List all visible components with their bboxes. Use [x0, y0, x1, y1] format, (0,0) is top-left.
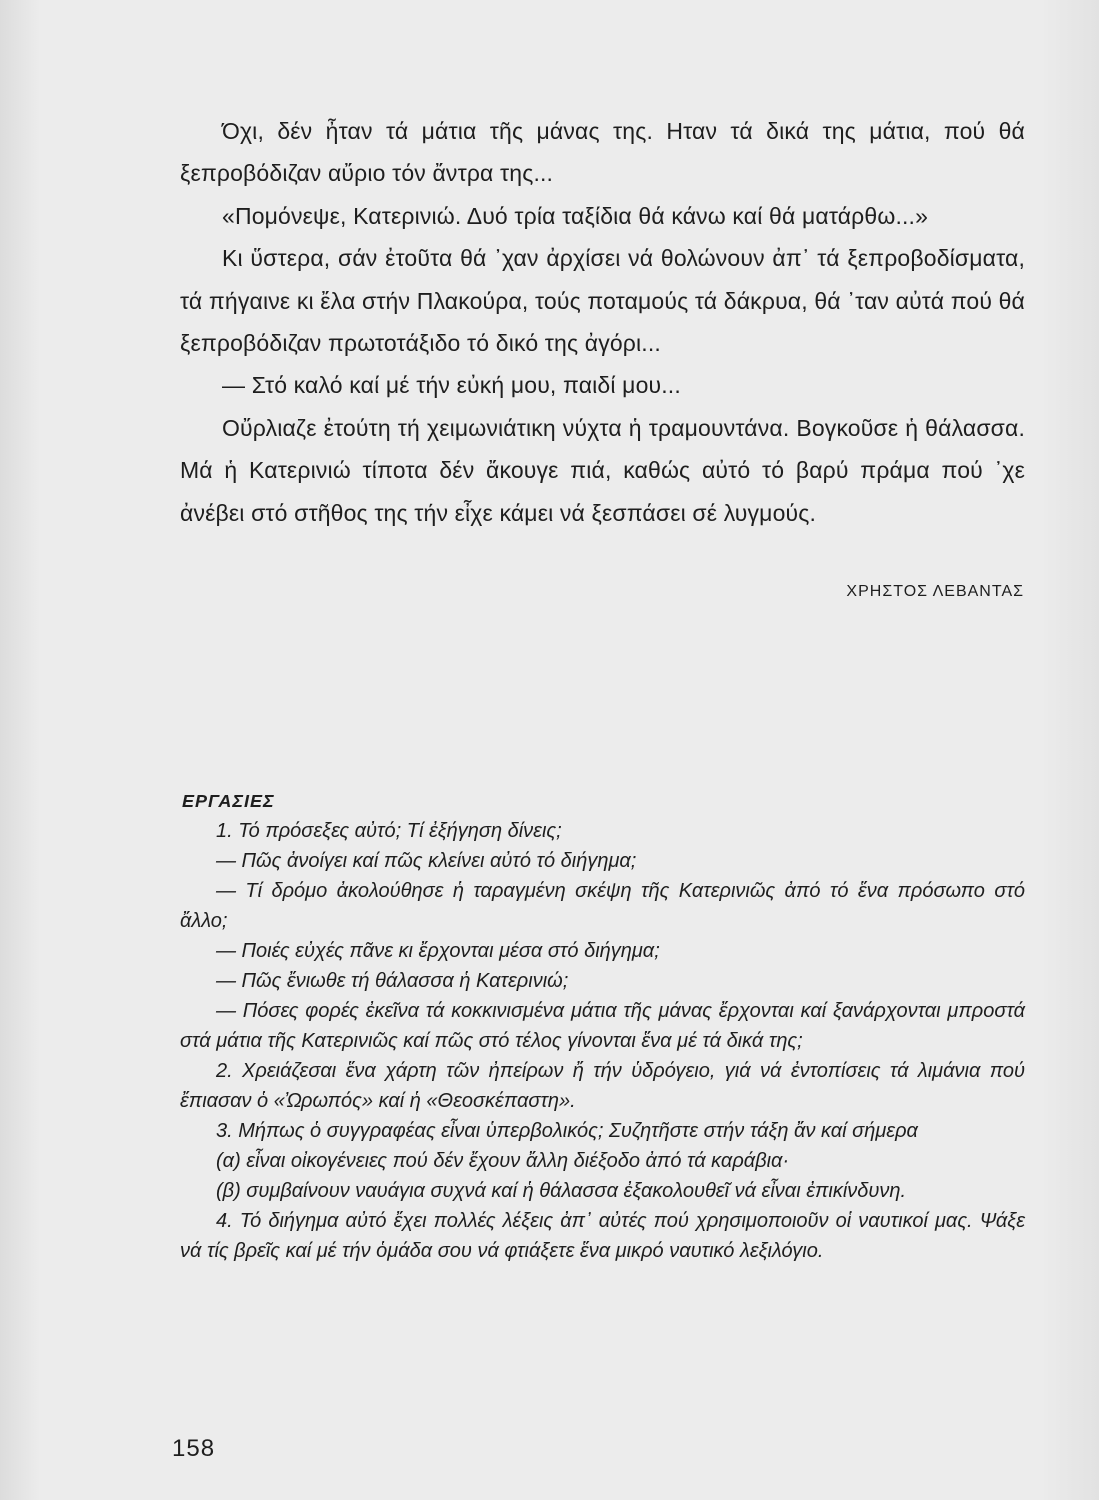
story-paragraph: Οὔρλιαζε ἐτούτη τή χειμωνιάτικη νύχτα ἡ τραμουντάνα. Βογκοῦσε ἡ θάλασσα. Μά ἡ Κατερινιώ τίποτα δέν ἄκουγε πιά, καθώς αὐτό τό βαρύ πράμα πού ᾽χε ἀνέβει στό στῆθος της τήν εἶχε κάμει νά ξεσπάσει σέ λυγμούς.: [180, 414, 1025, 526]
story-text: [180, 110, 1025, 534]
story-paragraph: Κι ὕστερα, σάν ἐτοῦτα θά ᾽χαν ἀρχίσει νά θολώνουν ἀπ᾽ τά ξεπροβοδίσματα, τά πήγαινε κι ἔλα στήν Πλακούρα, τούς ποταμούς τά δάκρυα, θά ᾽ταν αὐτά πού θά ξεπροβόδιζαν πρωτοτάξιδο τό δικό της ἀγόρι...: [180, 245, 1025, 357]
exercises-heading: ΕΡΓΑΣΙΕΣ: [182, 791, 275, 811]
story-paragraph: «Πομόνεψε, Κατερινιώ. Δυό τρία ταξίδια θά κάνω καί θά ματάρθω...»: [222, 202, 929, 229]
exercise-item: — Τί δρόμο ἀκολούθησε ἡ ταραγμένη σκέψη τῆς Κατερινιῶς ἀπό τό ἕνα πρόσωπο στό ἄλλο;: [180, 880, 1025, 932]
exercises-section: [180, 786, 1025, 1266]
author-name: ΧΡΗΣΤΟΣ ΛΕΒΑΝΤΑΣ: [846, 583, 1024, 600]
exercise-item: — Ποιές εὐχές πᾶνε κι ἔρχονται μέσα στό διήγημα;: [216, 940, 660, 962]
exercise-item: 4. Τό διήγημα αὐτό ἔχει πολλές λέξεις ἀπ᾽ αὐτές πού χρησιμοποιοῦν οἱ ναυτικοί μας. Ψάξε νά τίς βρεῖς καί μέ τήν ὁμάδα σου νά φτιάξετε ἕνα μικρό ναυτικό λεξιλόγιο.: [180, 1210, 1025, 1262]
story-paragraph: — Στό καλό καί μέ τήν εὐκή μου, παιδί μου...: [222, 372, 681, 399]
exercise-item: 1. Τό πρόσεξες αὐτό; Τί ἐξήγηση δίνεις;: [216, 820, 562, 842]
exercise-item: (β) συμβαίνουν ναυάγια συχνά καί ἡ θάλασσα ἐξακολουθεῖ νά εἶναι ἐπικίνδυνη.: [216, 1180, 907, 1202]
exercise-item: — Πόσες φορές ἐκεῖνα τά κοκκινισμένα μάτια τῆς μάνας ἔρχονται καί ξανάρχονται μπροστά στά μάτια τῆς Κατερινιῶς καί πῶς στό τέλος γίνονται ἕνα μέ τά δικά της;: [180, 1000, 1025, 1052]
exercise-item: 3. Μήπως ὁ συγγραφέας εἶναι ὑπερβολικός; Συζητῆστε στήν τάξη ἄν καί σήμερα: [216, 1120, 918, 1142]
exercise-item: — Πῶς ἀνοίγει καί πῶς κλείνει αὐτό τό διήγημα;: [216, 850, 637, 872]
exercise-item: — Πῶς ἔνιωθε τή θάλασσα ἡ Κατερινιώ;: [216, 970, 569, 992]
story-paragraph: Όχι, δέν ἦταν τά μάτια τῆς μάνας της. Ηταν τά δικά της μάτια, πού θά ξεπροβόδιζαν αὔριο τόν ἄντρα της...: [180, 118, 1025, 187]
page-number: 158: [172, 1435, 216, 1462]
exercise-item: 2. Χρειάζεσαι ἕνα χάρτη τῶν ἠπείρων ἤ τήν ὑδρόγειο, γιά νά ἐντοπίσεις τά λιμάνια πού ἔπιασαν ὁ «Ὠρωπός» καί ἡ «Θεοσκέπαστη».: [180, 1060, 1025, 1112]
exercise-item: (α) εἶναι οἰκογένειες πού δέν ἔχουν ἄλλη διέξοδο ἀπό τά καράβια·: [216, 1150, 790, 1172]
